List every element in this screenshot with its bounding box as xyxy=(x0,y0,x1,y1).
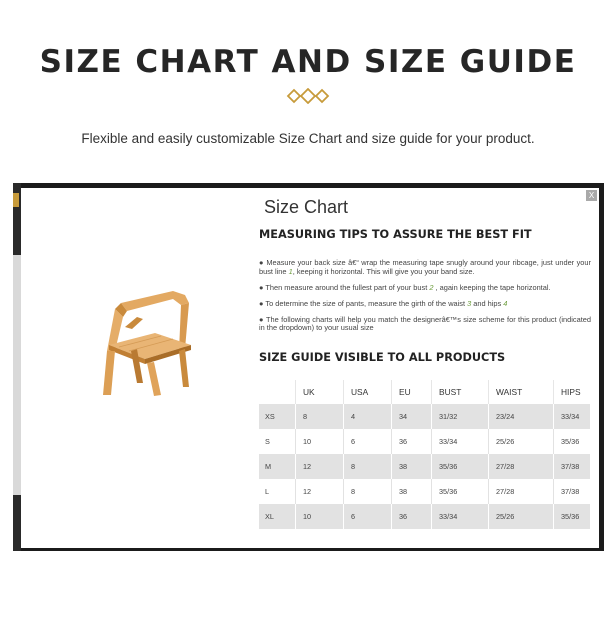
table-cell: 35/36 xyxy=(554,504,591,529)
table-cell: 34 xyxy=(392,404,432,429)
modal-title: Size Chart xyxy=(264,197,349,217)
table-row xyxy=(259,404,590,429)
table-heading: SIZE GUIDE VISIBLE TO ALL PRODUCTS xyxy=(259,351,506,364)
tips-heading: MEASURING TIPS TO ASSURE THE BEST FIT xyxy=(259,228,532,241)
size-label-cell: M xyxy=(259,454,296,479)
table-cell: 25/26 xyxy=(489,429,554,454)
background-accent xyxy=(13,193,19,207)
tip-number: 4 xyxy=(503,298,508,308)
table-cell: 8 xyxy=(296,404,344,429)
table-cell: 8 xyxy=(344,454,392,479)
tips-list xyxy=(259,259,591,341)
wooden-chair-image xyxy=(85,287,203,399)
table-cell: 37/38 xyxy=(554,479,591,504)
column-header: UK xyxy=(296,380,344,404)
table-cell: 38 xyxy=(392,454,432,479)
tip-item: ● The following charts will help you match the designerâ€™s size scheme for this product (indicated in the dropdown) to your usual size xyxy=(259,314,592,333)
close-button[interactable]: X xyxy=(586,190,597,201)
table-cell: 33/34 xyxy=(554,404,591,429)
table-cell: 27/28 xyxy=(489,479,554,504)
tip-number: 1 xyxy=(288,266,293,276)
screenshot-frame xyxy=(13,183,604,551)
tip-item: ● To determine the size of pants, measure the girth of the waist 3 and hips 4 xyxy=(259,298,508,308)
page-subtitle: Flexible and easily customizable Size Chart and size guide for your product. xyxy=(81,131,535,146)
table-cell: 35/36 xyxy=(432,479,489,504)
page-title: SIZE CHART AND SIZE GUIDE xyxy=(39,44,577,80)
diamond-ornament-icon xyxy=(286,88,330,104)
table-cell: 35/36 xyxy=(554,429,591,454)
table-cell: 6 xyxy=(344,429,392,454)
size-label-cell: L xyxy=(259,479,296,504)
table-cell: 12 xyxy=(296,454,344,479)
table-cell: 33/34 xyxy=(432,429,489,454)
table-row xyxy=(259,479,590,504)
table-cell: 27/28 xyxy=(489,454,554,479)
size-label-cell: XS xyxy=(259,404,296,429)
table-cell: 35/36 xyxy=(432,454,489,479)
table-cell: 37/38 xyxy=(554,454,591,479)
table-cell: 23/24 xyxy=(489,404,554,429)
background-content-edge xyxy=(13,255,21,495)
table-cell: 10 xyxy=(296,504,344,529)
table-cell: 12 xyxy=(296,479,344,504)
column-header: WAIST xyxy=(489,380,554,404)
size-label-cell: S xyxy=(259,429,296,454)
table-cell: 38 xyxy=(392,479,432,504)
table-cell: 36 xyxy=(392,504,432,529)
table-cell: 10 xyxy=(296,429,344,454)
tip-number: 2 xyxy=(429,282,434,292)
tip-number: 3 xyxy=(467,298,472,308)
size-chart-modal xyxy=(21,188,599,548)
tip-item: ● Then measure around the fullest part of your bust 2 , again keeping the tape horizontal. xyxy=(259,282,551,292)
table-cell: 25/26 xyxy=(489,504,554,529)
table-cell: 6 xyxy=(344,504,392,529)
column-header: BUST xyxy=(432,380,489,404)
table-row xyxy=(259,454,590,479)
column-header: EU xyxy=(392,380,432,404)
size-table xyxy=(259,380,590,529)
column-header xyxy=(259,380,296,404)
table-cell: 4 xyxy=(344,404,392,429)
table-cell: 8 xyxy=(344,479,392,504)
table-row xyxy=(259,429,590,454)
table-row xyxy=(259,504,590,529)
table-cell: 33/34 xyxy=(432,504,489,529)
column-header: USA xyxy=(344,380,392,404)
column-header: HIPS xyxy=(554,380,591,404)
table-cell: 36 xyxy=(392,429,432,454)
table-cell: 31/32 xyxy=(432,404,489,429)
size-label-cell: XL xyxy=(259,504,296,529)
tip-item: ● Measure your back size â€“ wrap the measuring tape snugly around your ribcage, just under your bust line 1, keeping it horizontal. This will give you your band size. xyxy=(259,258,591,276)
table-header-row xyxy=(259,380,590,404)
